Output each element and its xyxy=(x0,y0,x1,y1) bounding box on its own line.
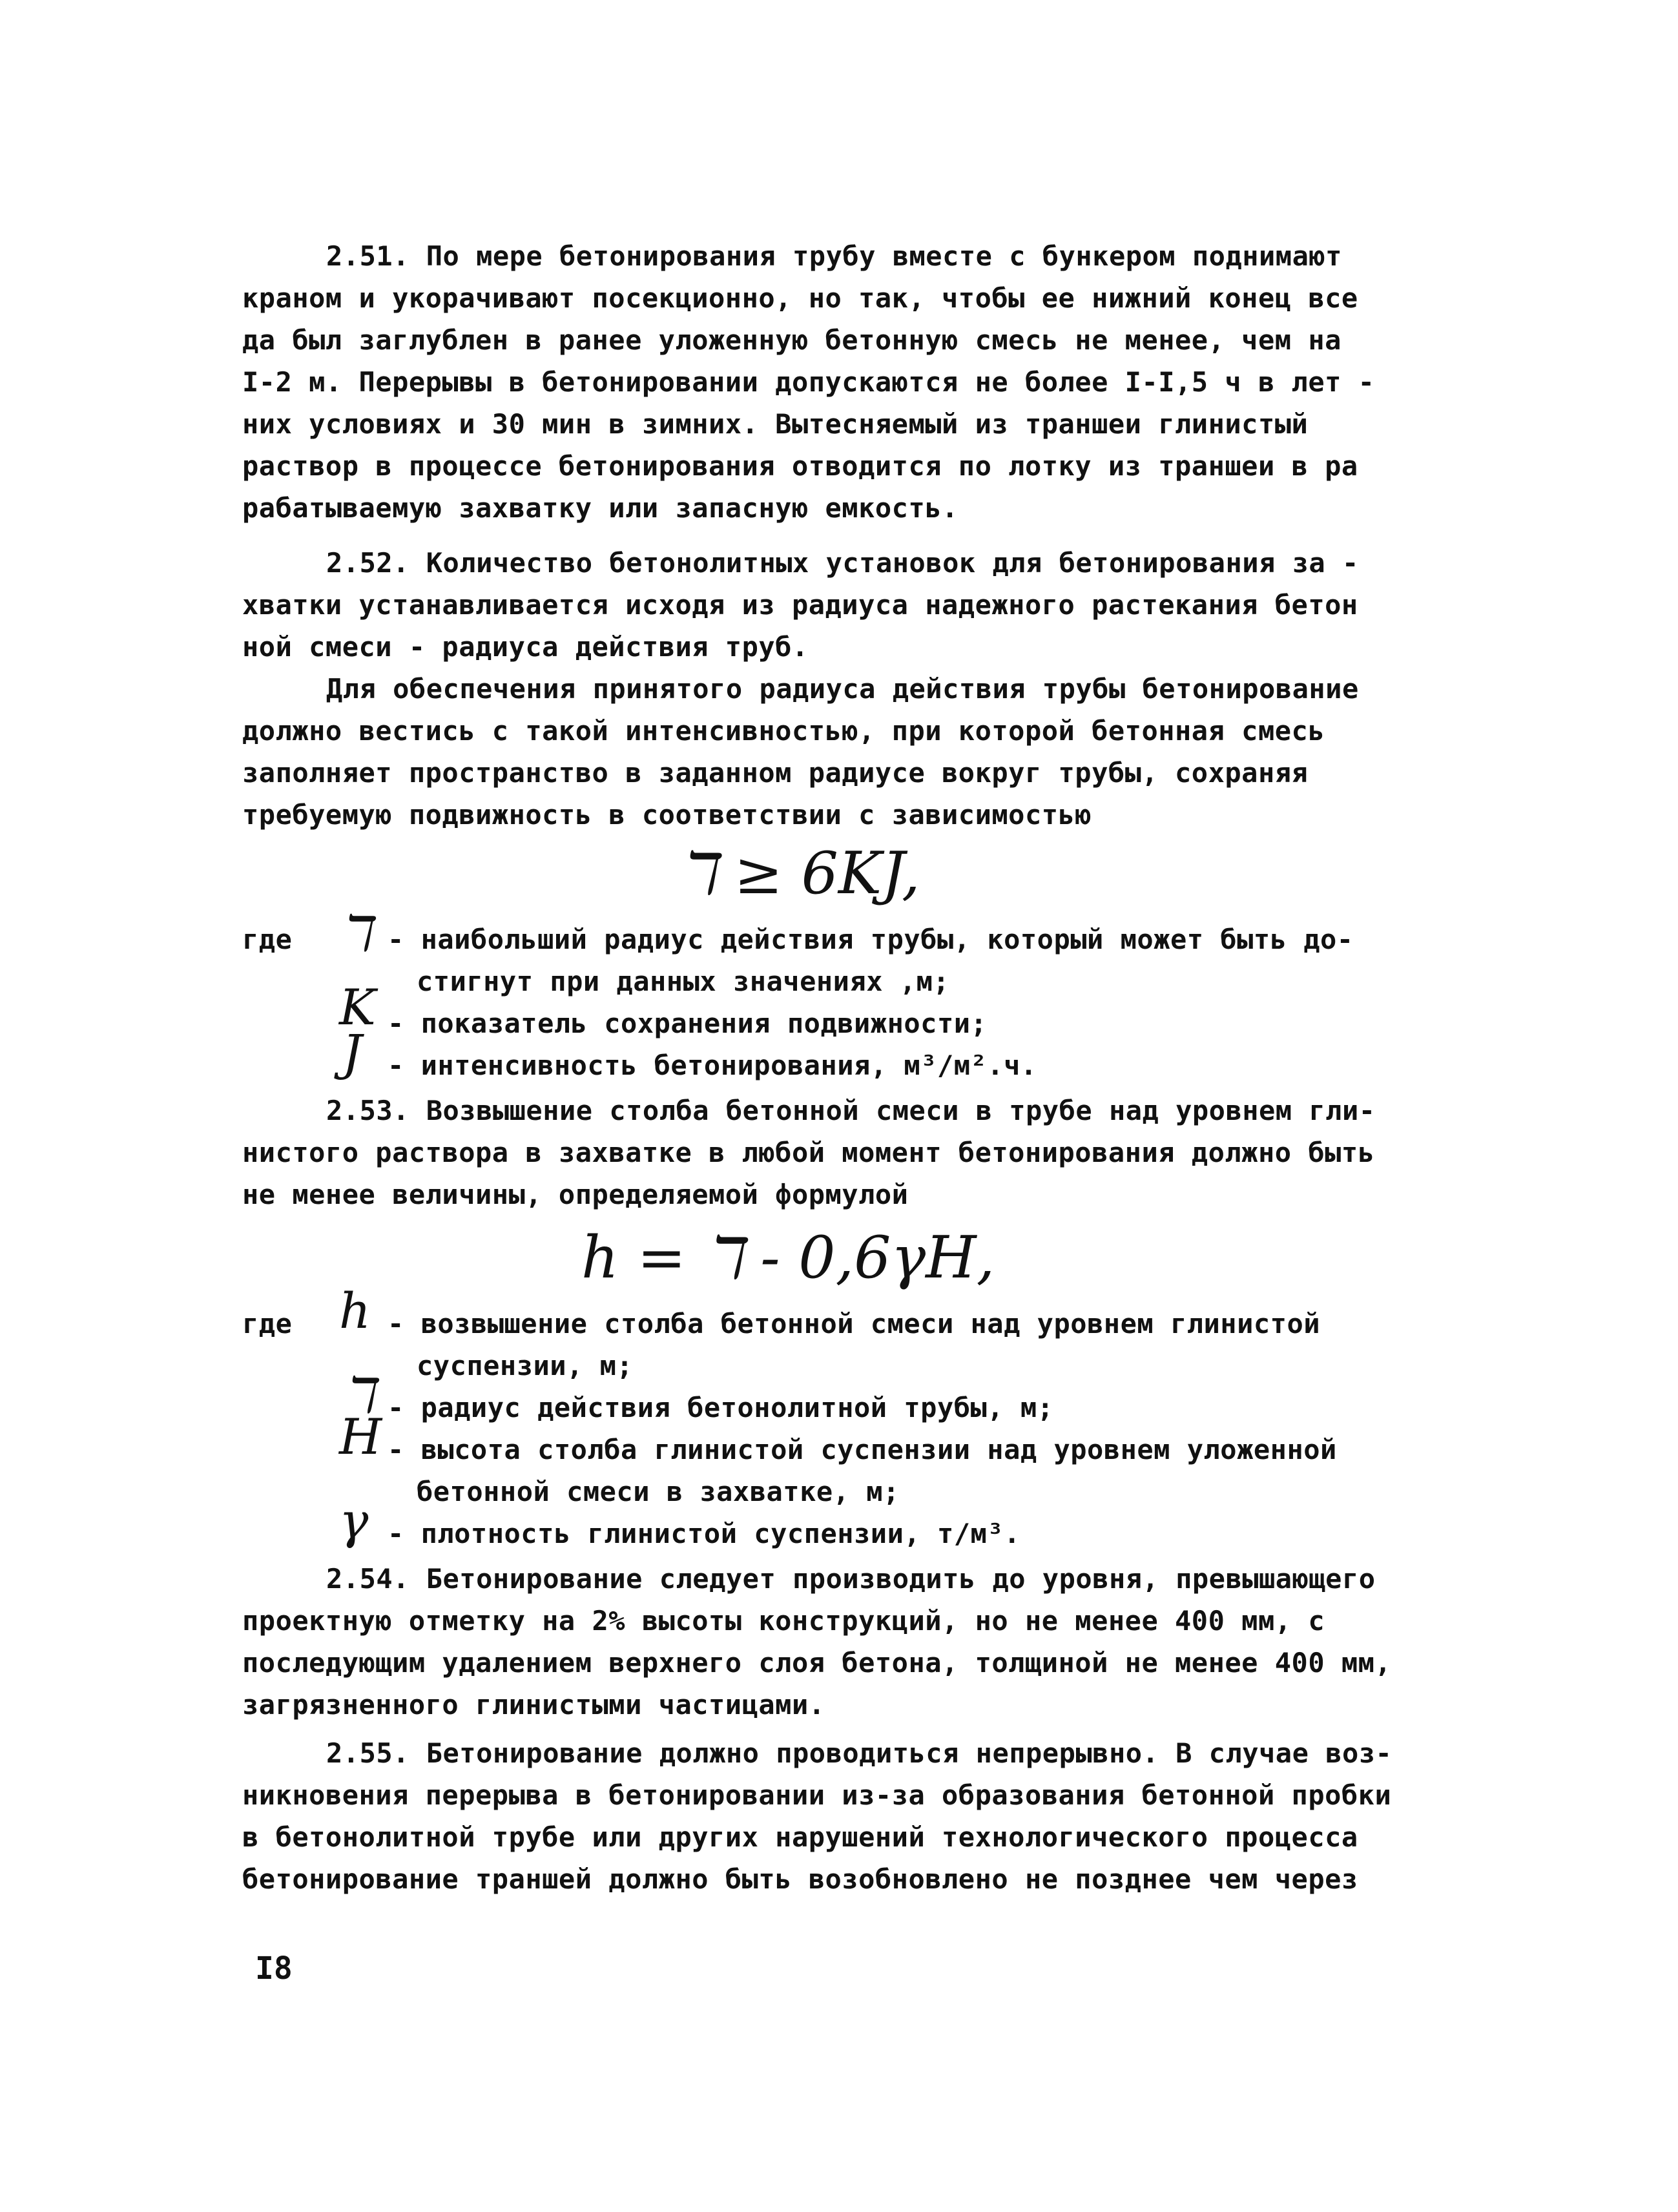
p252-line-2: хватки устанавливается исходя из радиуса надежного растекания бетон xyxy=(242,589,1358,621)
p255-line-1: 2.55. Бетонирование должно проводиться непрерывно. В случае воз- xyxy=(326,1737,1393,1769)
p251-line-4: I-2 м. Перерывы в бетонировании допускаются не более I-I,5 ч в лет - xyxy=(242,366,1375,398)
where1-r-text: - наибольший радиус действия трубы, который может быть до- xyxy=(388,924,1354,955)
p252-line-3: ной смеси - радиуса действия труб. xyxy=(242,631,809,663)
p254-line-2: проектную отметку на 2% высоты конструкций, но не менее 400 мм, с xyxy=(242,1605,1325,1637)
where1-k-symbol: K xyxy=(339,978,376,1036)
p255-line-4: бетонирование траншей должно быть возобновлено не позднее чем через xyxy=(242,1863,1358,1895)
p251-line-7: рабатываемую захватку или запасную емкость. xyxy=(242,492,958,524)
p252b-line-1: Для обеспечения принятого радиуса действия трубы бетонирование xyxy=(326,673,1359,705)
p253-line-2: нистого раствора в захватке в любой момент бетонирования должно быть xyxy=(242,1137,1375,1168)
where2-gde: где xyxy=(242,1308,293,1339)
p254-line-1: 2.54. Бетонирование следует производить до уровня, превышающего xyxy=(326,1563,1376,1595)
formula-height: h = ℸ - 0,6γH, xyxy=(581,1224,995,1292)
p251-line-3: да был заглублен в ранее уложенную бетонную смесь не менее, чем на xyxy=(242,324,1341,356)
p254-line-3: последующим удалением верхнего слоя бетона, толщиной не менее 400 мм, xyxy=(242,1647,1392,1679)
p251-line-5: них условиях и 30 мин в зимних. Вытесняемый из траншеи глинистый xyxy=(242,408,1309,440)
p253-line-1: 2.53. Возвышение столба бетонной смеси в трубе над уровнем гли- xyxy=(326,1095,1376,1126)
p251-line-6: раствор в процессе бетонирования отводится по лотку из траншеи в ра xyxy=(242,450,1358,482)
where2-r-text: - радиус действия бетонолитной трубы, м; xyxy=(388,1392,1054,1423)
where1-gde: где xyxy=(242,924,293,955)
p254-line-4: загрязненного глинистыми частицами. xyxy=(242,1689,825,1721)
where2-H-text: - высота столба глинистой суспензии над уровнем уложенной xyxy=(388,1434,1337,1465)
p252b-line-2: должно вестись с такой интенсивностью, при которой бетонная смесь xyxy=(242,715,1325,747)
p252b-line-3: заполняет пространство в заданном радиусе вокруг трубы, сохраняя xyxy=(242,757,1309,789)
where1-j-text: - интенсивность бетонирования, м³/м².ч. xyxy=(388,1049,1037,1081)
where1-r-symbol: ℸ xyxy=(339,904,371,962)
where2-r-symbol: ℸ xyxy=(342,1366,374,1423)
formula-radius: ℸ ≥ 6KJ, xyxy=(678,840,920,907)
where1-r-text2: стигнут при данных значениях ,м; xyxy=(417,966,950,997)
where2-h-symbol: h xyxy=(339,1282,371,1339)
where2-h-text: - возвышение столба бетонной смеси над уровнем глинистой xyxy=(388,1308,1321,1339)
where1-j-symbol: J xyxy=(342,1024,362,1081)
p251-line-1: 2.51. По мере бетонирования трубу вместе с бункером поднимают xyxy=(326,240,1342,272)
where2-H-symbol: H xyxy=(339,1408,382,1465)
where2-gamma-text: - плотность глинистой суспензии, т/м³. xyxy=(388,1518,1020,1549)
p252b-line-4: требуемую подвижность в соответствии с зависимостью xyxy=(242,799,1092,831)
p255-line-3: в бетонолитной трубе или других нарушений технологического процесса xyxy=(242,1821,1358,1853)
p255-line-2: никновения перерыва в бетонировании из-за образования бетонной пробки xyxy=(242,1779,1392,1811)
where1-k-text: - показатель сохранения подвижности; xyxy=(388,1008,988,1039)
p252-line-1: 2.52. Количество бетонолитных установок для бетонирования за - xyxy=(326,547,1359,579)
where2-H-text2: бетонной смеси в захватке, м; xyxy=(417,1476,900,1507)
p253-line-3: не менее величины, определяемой формулой xyxy=(242,1179,909,1210)
where2-gamma-symbol: γ xyxy=(339,1492,369,1549)
page-number: I8 xyxy=(255,1950,293,1987)
where2-h-text2: суспензии, м; xyxy=(417,1350,634,1381)
p251-line-2: краном и укорачивают посекционно, но так, чтобы ее нижний конец все xyxy=(242,282,1358,314)
